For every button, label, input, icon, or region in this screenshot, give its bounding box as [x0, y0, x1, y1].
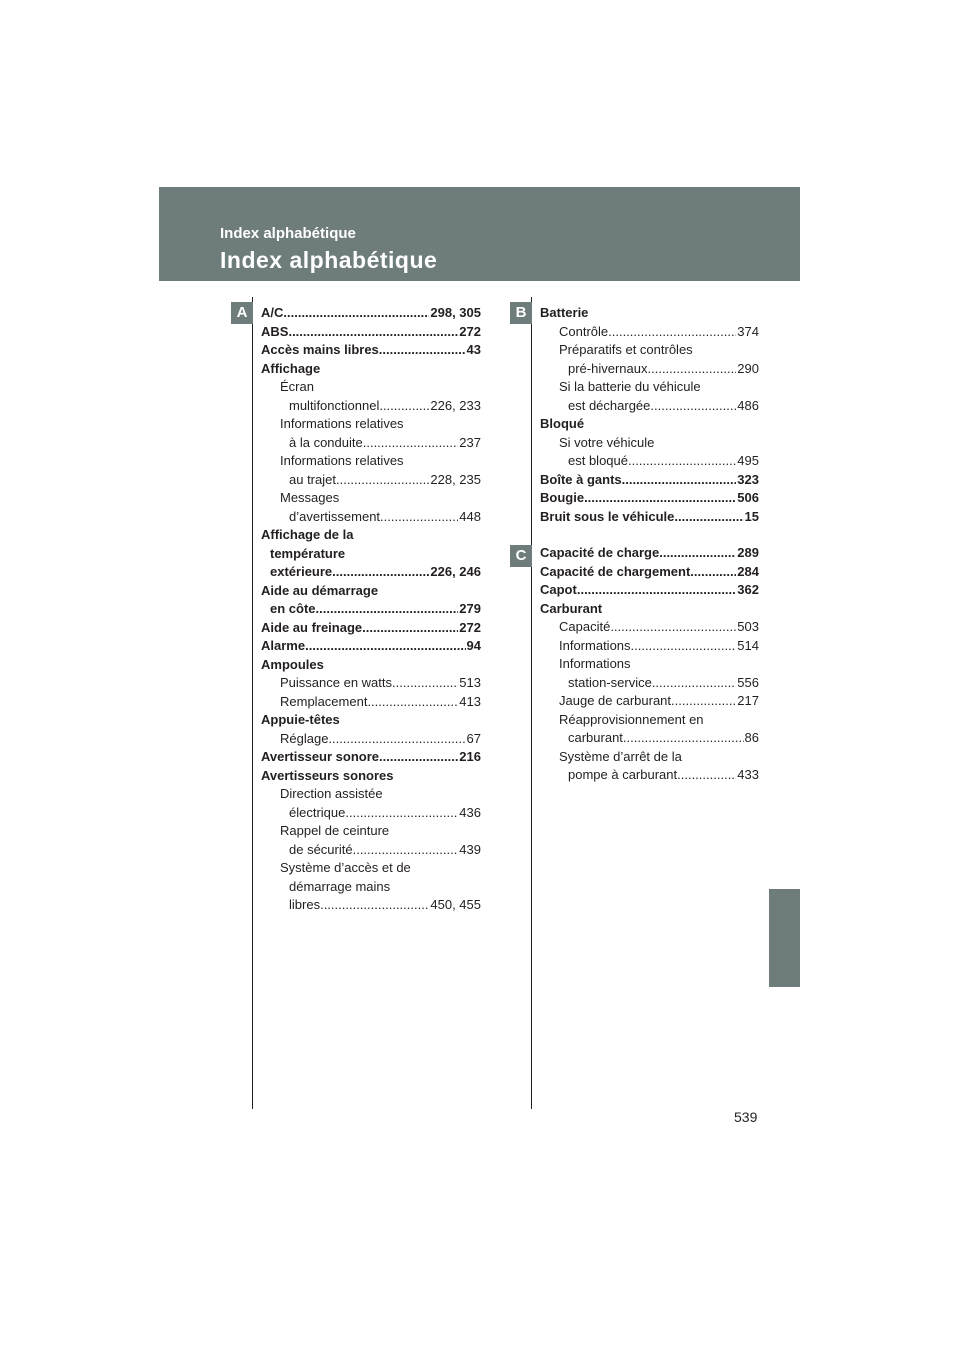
- dot-leader: [392, 674, 458, 693]
- entry-page-ref: 290: [737, 360, 759, 376]
- entry-page-ref: 216: [459, 749, 481, 764]
- index-entry: [540, 397, 759, 416]
- entry-label: multifonctionnel: [289, 397, 380, 413]
- index-entry: Ampoules: [261, 656, 324, 672]
- dot-leader: [608, 323, 736, 342]
- entry-page-ref: 514: [737, 637, 759, 653]
- index-entry: Système d’accès et de: [280, 860, 411, 875]
- index-entry: [540, 323, 759, 342]
- index-entry: [261, 693, 481, 712]
- dot-leader: [379, 748, 458, 767]
- index-entry: [261, 804, 481, 823]
- index-entry: Carburant: [540, 600, 603, 616]
- index-entry: [540, 471, 759, 490]
- section-letter-c: C: [510, 545, 532, 567]
- index-entry: [261, 841, 481, 860]
- entry-page-ref: 272: [459, 619, 481, 635]
- index-column-bc: [540, 304, 759, 785]
- entry-label: est bloqué: [568, 453, 628, 468]
- index-entry: démarrage mains: [289, 878, 391, 894]
- index-entry: [261, 397, 481, 416]
- entry-page-ref: 436: [459, 804, 481, 820]
- entry-page-ref: 450, 455: [430, 897, 481, 912]
- index-entry: [540, 618, 759, 637]
- entry-label: libres: [289, 897, 321, 912]
- index-entry: [540, 637, 759, 656]
- index-section-c: [540, 544, 759, 785]
- entry-page-ref: 43: [466, 342, 481, 357]
- index-entry: [261, 730, 481, 749]
- dot-leader: [328, 730, 465, 749]
- entry-label: Contrôle: [559, 323, 609, 339]
- entry-label: Alarme: [261, 638, 306, 653]
- entry-label: de sécurité: [289, 841, 353, 857]
- entry-label: ABS: [261, 323, 289, 339]
- index-entry: [540, 692, 759, 711]
- entry-page-ref: 374: [737, 323, 759, 339]
- entry-page-ref: 323: [737, 471, 759, 487]
- entry-label: Capacité de chargement: [540, 563, 691, 579]
- page-header: [159, 187, 800, 281]
- index-entry: Batterie: [540, 305, 589, 320]
- index-entry: [261, 619, 481, 638]
- index-entry: [261, 563, 481, 582]
- index-entry: [261, 896, 481, 915]
- entry-label: A/C: [261, 305, 284, 320]
- entry-label: à la conduite: [289, 434, 363, 450]
- index-entry: Appuie-têtes: [261, 712, 340, 727]
- dot-leader: [345, 804, 458, 823]
- index-entry: Affichage de la: [261, 527, 354, 542]
- index-entry: Informations: [559, 656, 631, 671]
- index-entry: [540, 729, 759, 748]
- page-number: 539: [734, 1109, 758, 1125]
- dot-leader: [336, 471, 429, 490]
- dot-leader: [610, 618, 736, 637]
- index-entry: [261, 674, 481, 693]
- index-entry: Messages: [280, 490, 340, 505]
- section-gap: [540, 526, 759, 544]
- index-entry: Bloqué: [540, 416, 585, 431]
- dot-leader: [677, 766, 736, 785]
- index-entry: [540, 489, 759, 508]
- entry-page-ref: 289: [737, 545, 759, 560]
- entry-label: Accès mains libres: [261, 342, 379, 357]
- entry-label: Capacité: [559, 619, 611, 634]
- entry-label: en côte: [270, 601, 316, 616]
- index-entry: [261, 323, 481, 342]
- entry-page-ref: 228, 235: [430, 471, 481, 487]
- index-entry: [540, 563, 759, 582]
- entry-label: Avertisseur sonore: [261, 749, 380, 764]
- index-column-a: [261, 304, 481, 915]
- entry-page-ref: 67: [466, 730, 481, 746]
- index-entry: [261, 434, 481, 453]
- entry-label: Remplacement: [280, 693, 368, 709]
- header-title: Index alphabétique: [220, 247, 438, 273]
- index-entry: Avertisseurs sonores: [261, 767, 394, 783]
- dot-leader: [631, 637, 737, 656]
- index-entry: Si votre véhicule: [559, 434, 655, 450]
- entry-page-ref: 556: [737, 674, 759, 690]
- dot-leader: [659, 544, 736, 563]
- dot-leader: [650, 397, 736, 416]
- entry-page-ref: 486: [737, 397, 759, 413]
- index-section-b: [540, 304, 759, 526]
- entry-page-ref: 448: [459, 508, 481, 524]
- dot-leader: [320, 896, 429, 915]
- dot-leader: [584, 489, 736, 508]
- entry-label: Bruit sous le véhicule: [540, 508, 675, 524]
- dot-leader: [628, 452, 736, 471]
- dot-leader: [380, 508, 458, 527]
- entry-label: Bougie: [540, 490, 585, 505]
- entry-label: électrique: [289, 804, 346, 820]
- column-divider-left: [252, 297, 253, 1109]
- entry-page-ref: 86: [744, 730, 759, 745]
- entry-label: Informations: [559, 637, 631, 653]
- dot-leader: [379, 397, 429, 416]
- index-entry: [540, 581, 759, 600]
- dot-leader: [379, 341, 466, 360]
- dot-leader: [316, 600, 459, 619]
- index-entry: [540, 360, 759, 379]
- entry-page-ref: 506: [737, 490, 759, 505]
- entry-page-ref: 513: [459, 675, 481, 690]
- index-entry: [261, 304, 481, 323]
- chapter-thumb-tab: [769, 889, 800, 987]
- dot-leader: [671, 692, 736, 711]
- index-entry: [261, 600, 481, 619]
- entry-label: au trajet: [289, 471, 336, 487]
- entry-page-ref: 15: [744, 508, 759, 524]
- index-entry: [261, 748, 481, 767]
- dot-leader: [363, 434, 459, 453]
- index-entry: [540, 766, 759, 785]
- column-divider-middle: [531, 297, 532, 1109]
- entry-label: carburant: [568, 730, 623, 745]
- index-entry: Direction assistée: [280, 786, 383, 801]
- dot-leader: [288, 323, 458, 342]
- index-entry: [540, 508, 759, 527]
- entry-label: extérieure: [270, 564, 333, 579]
- entry-label: est déchargée: [568, 397, 651, 413]
- dot-leader: [283, 304, 429, 323]
- entry-label: Capot: [540, 582, 577, 597]
- dot-leader: [577, 581, 736, 600]
- entry-label: Capacité de charge: [540, 545, 660, 560]
- index-entry: Écran: [280, 379, 314, 394]
- index-entry: Système d’arrêt de la: [559, 748, 682, 764]
- entry-label: Puissance en watts: [280, 675, 393, 690]
- dot-leader: [367, 693, 458, 712]
- index-entry: Réapprovisionnement en: [559, 711, 704, 727]
- index-entry: [261, 508, 481, 527]
- dot-leader: [623, 729, 744, 748]
- section-letter-b: B: [510, 302, 532, 324]
- dot-leader: [652, 674, 736, 693]
- index-entry: [261, 637, 481, 656]
- entry-label: Aide au freinage: [261, 619, 363, 635]
- index-entry: Préparatifs et contrôles: [559, 342, 693, 357]
- entry-page-ref: 284: [737, 563, 759, 579]
- entry-page-ref: 279: [459, 601, 481, 616]
- entry-label: station-service: [568, 674, 652, 690]
- dot-leader: [622, 471, 737, 490]
- entry-label: Réglage: [280, 730, 329, 746]
- index-entry: [261, 471, 481, 490]
- index-entry: Informations relatives: [280, 453, 404, 468]
- index-entry: [540, 544, 759, 563]
- section-letter-a: A: [231, 302, 253, 324]
- index-entry: Si la batterie du véhicule: [559, 379, 701, 394]
- entry-page-ref: 439: [459, 841, 481, 857]
- entry-page-ref: 272: [459, 323, 481, 339]
- entry-label: Jauge de carburant: [559, 693, 672, 708]
- dot-leader: [674, 508, 743, 527]
- dot-leader: [690, 563, 736, 582]
- entry-page-ref: 495: [737, 453, 759, 468]
- entry-page-ref: 503: [737, 619, 759, 634]
- entry-page-ref: 413: [459, 693, 481, 709]
- entry-label: pompe à carburant: [568, 767, 678, 782]
- dot-leader: [305, 637, 465, 656]
- entry-page-ref: 298, 305: [430, 305, 481, 320]
- index-entry: température: [270, 545, 346, 561]
- dot-leader: [332, 563, 429, 582]
- dot-leader: [362, 619, 458, 638]
- entry-label: Boîte à gants: [540, 471, 622, 487]
- index-entry: Rappel de ceinture: [280, 823, 390, 838]
- entry-page-ref: 433: [737, 767, 759, 782]
- entry-page-ref: 217: [737, 693, 759, 708]
- entry-label: d’avertissement: [289, 508, 381, 524]
- entry-label: pré-hivernaux: [568, 360, 648, 376]
- header-subtitle: Index alphabétique: [220, 225, 356, 242]
- entry-page-ref: 362: [737, 582, 759, 597]
- dot-leader: [648, 360, 737, 379]
- entry-page-ref: 94: [466, 638, 481, 653]
- entry-page-ref: 226, 233: [430, 397, 481, 413]
- index-entry: [540, 674, 759, 693]
- index-entry: Aide au démarrage: [261, 582, 379, 598]
- index-entry: Affichage: [261, 360, 321, 376]
- index-entry: [261, 341, 481, 360]
- entry-page-ref: 237: [459, 434, 481, 450]
- index-entry: [540, 452, 759, 471]
- dot-leader: [353, 841, 459, 860]
- index-entry: Informations relatives: [280, 416, 404, 431]
- entry-page-ref: 226, 246: [430, 564, 481, 579]
